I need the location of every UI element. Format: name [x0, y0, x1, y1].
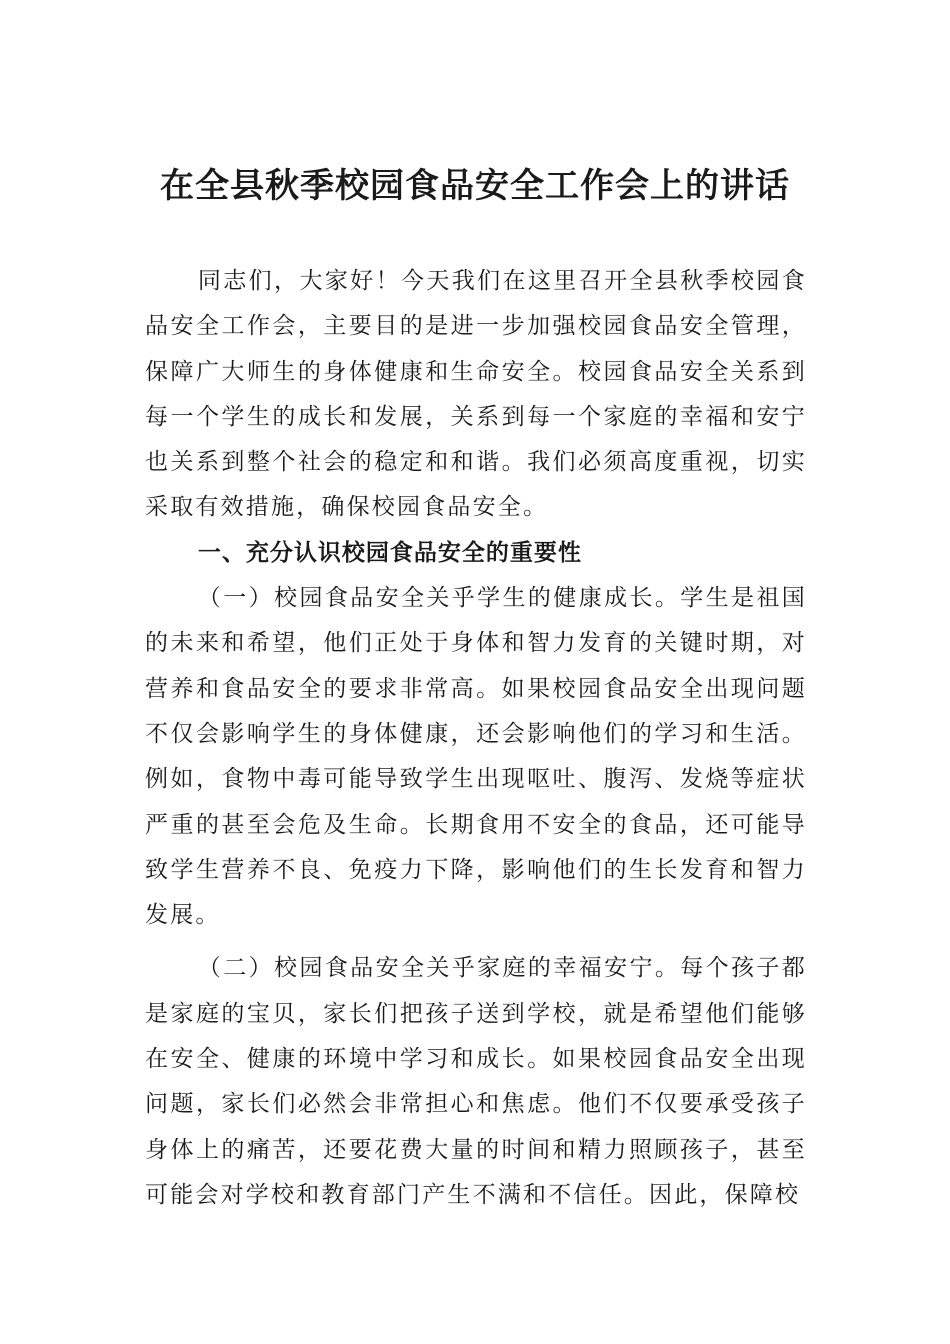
paragraph-2	[145, 946, 807, 1218]
paragraph-2-body: 每个孩子都是家庭的宝贝，家长们把孩子送到学校，就是希望他们能够在安全、健康的环境中学习和成长。如果校园食品安全出现问题，家长们必然会非常担心和焦虑。他们不仅要承受孩子身体上的痛苦，还要花费大量的时间和精力照顾孩子，甚至可能会对学校和教育部门产生不满和不信任。因此，保障校	[145, 955, 807, 1208]
paragraph-1-lead: （一）校园食品安全关乎学生的健康成长。	[197, 585, 681, 612]
paragraph-2-lead: （二）校园食品安全关乎家庭的幸福安宁。	[197, 955, 681, 982]
section-heading-1: 一、充分认识校园食品安全的重要性	[197, 539, 582, 566]
paragraph-1-body: 学生是祖国的未来和希望，他们正处于身体和智力发育的关键时期，对营养和食品安全的要求非常高。如果校园食品安全出现问题不仅会影响学生的身体健康，还会影响他们的学习和生活。例如，食物中毒可能导致学生出现呕吐、腹泻、发烧等症状严重的甚至会危及生命。长期食用不安全的食品，还可能导致学生营养不良、免疫力下降，影响他们的生长发育和智力发展。	[145, 585, 807, 929]
intro-paragraph: 同志们，大家好！今天我们在这里召开全县秋季校园食品安全工作会，主要目的是进一步加强校园食品安全管理，保障广大师生的身体健康和生命安全。校园食品安全关系到每一个学生的成长和发展，关系到每一个家庭的幸福和安宁也关系到整个社会的稳定和和谐。我们必须高度重视，切实采取有效措施，确保校园食品安全。	[145, 268, 807, 521]
paragraph-1	[145, 576, 807, 938]
document-body	[145, 259, 807, 1218]
document-title: 在全县秋季校园食品安全工作会上的讲话	[160, 166, 790, 206]
